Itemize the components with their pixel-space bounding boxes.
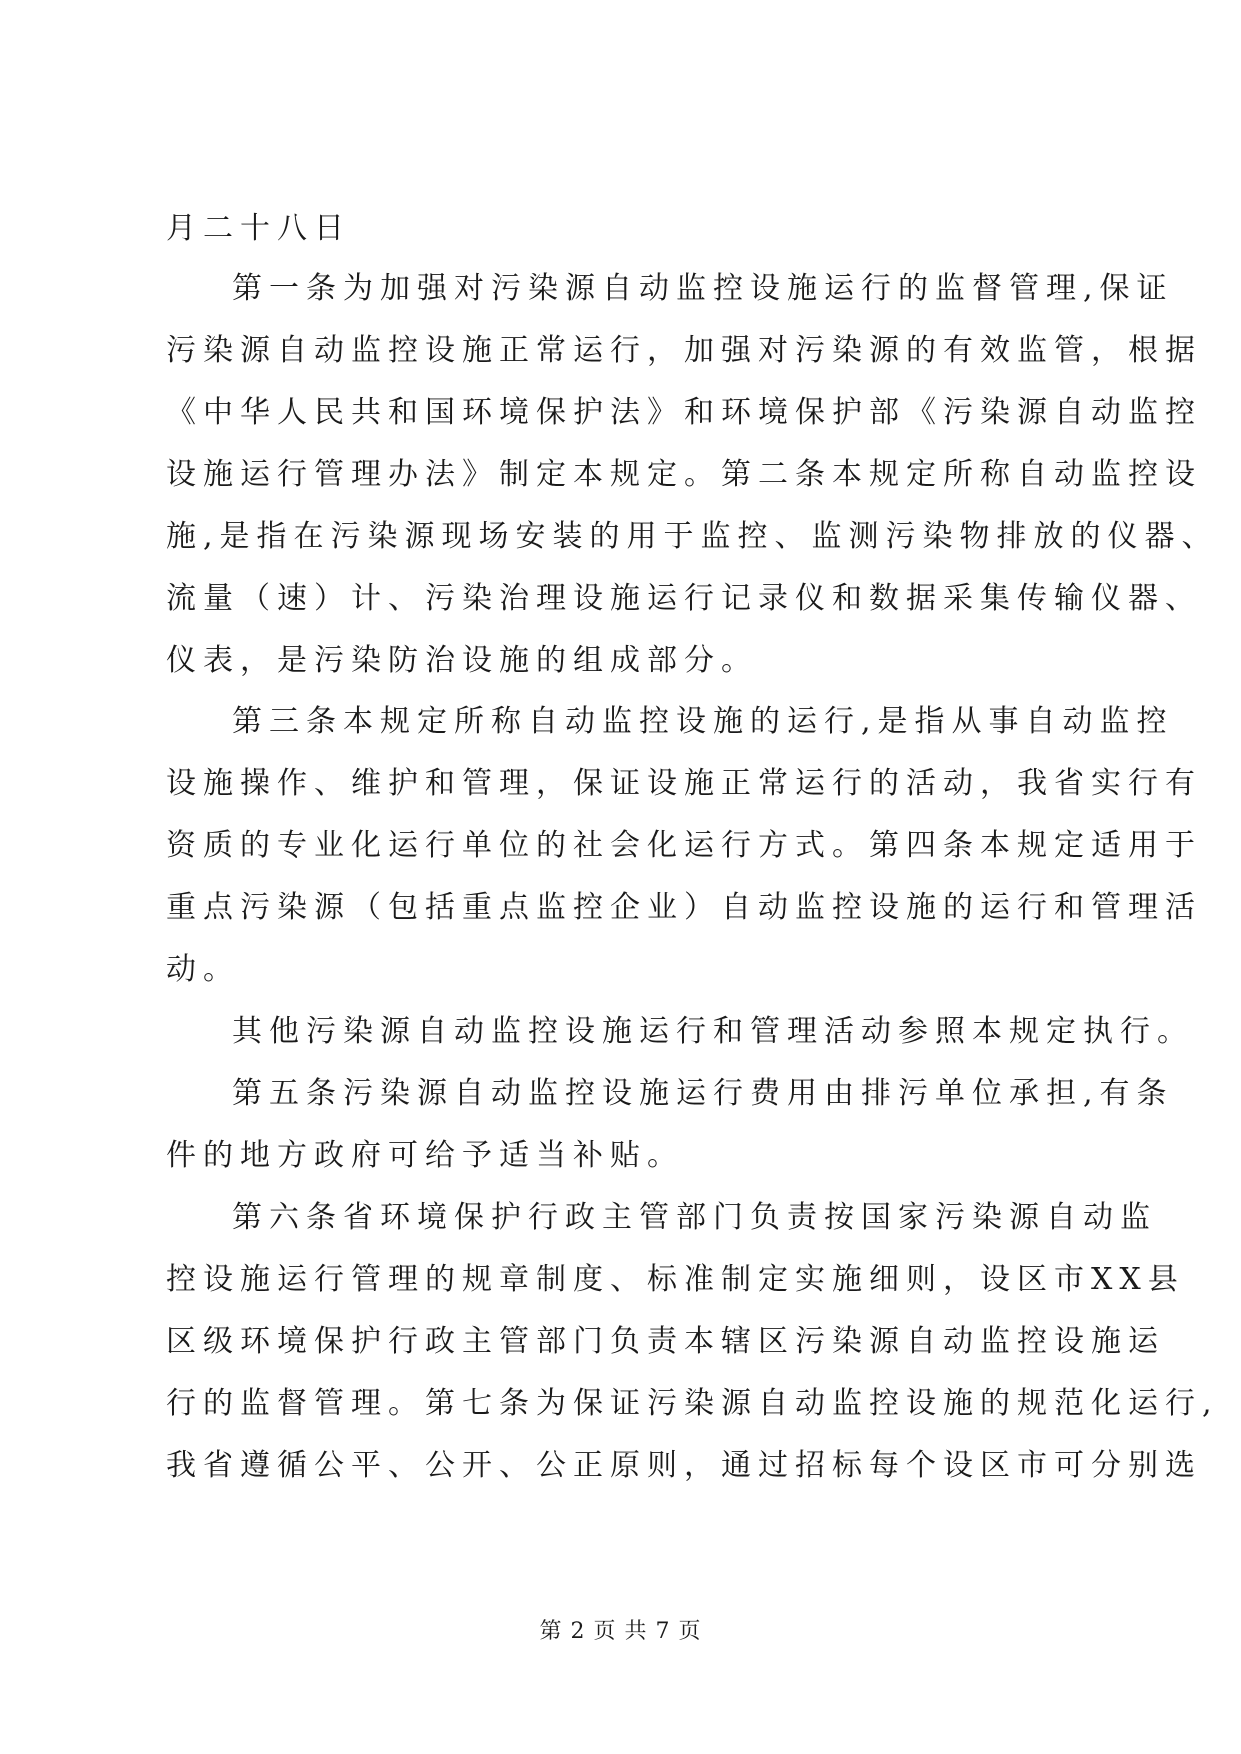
text-line-4: 《中华人民共和国环境保护法》和环境保护部《污染源自动监控 bbox=[166, 395, 1202, 430]
text-line-3: 污染源自动监控设施正常运行，加强对污染源的有效监管，根据 bbox=[166, 333, 1202, 368]
text-line-16: 件的地方政府可给予适当补贴。 bbox=[166, 1138, 684, 1173]
text-line-6: 施,是指在污染源现场安装的用于监控、监测污染物排放的仪器、 bbox=[166, 519, 1219, 554]
text-line-10: 设施操作、维护和管理，保证设施正常运行的活动，我省实行有 bbox=[166, 766, 1202, 801]
text-line-12: 重点污染源（包括重点监控企业）自动监控设施的运行和管理活 bbox=[166, 890, 1202, 925]
text-line-2: 第一条为加强对污染源自动监控设施运行的监督管理,保证 bbox=[232, 271, 1174, 306]
text-line-1: 月二十八日 bbox=[166, 211, 351, 246]
text-line-15: 第五条污染源自动监控设施运行费用由排污单位承担,有条 bbox=[232, 1076, 1174, 1111]
text-line-8: 仪表，是污染防治设施的组成部分。 bbox=[166, 643, 758, 678]
text-line-19: 区级环境保护行政主管部门负责本辖区污染源自动监控设施运 bbox=[166, 1324, 1165, 1359]
text-line-17: 第六条省环境保护行政主管部门负责按国家污染源自动监 bbox=[232, 1200, 1157, 1235]
page-number-footer: 第 2 页 共 7 页 bbox=[539, 1619, 702, 1644]
text-line-9: 第三条本规定所称自动监控设施的运行,是指从事自动监控 bbox=[232, 704, 1174, 739]
text-line-18: 控设施运行管理的规章制度、标准制定实施细则，设区市XX县 bbox=[166, 1262, 1185, 1297]
text-line-21: 我省遵循公平、公开、公正原则，通过招标每个设区市可分别选 bbox=[166, 1448, 1202, 1483]
text-line-20: 行的监督管理。第七条为保证污染源自动监控设施的规范化运行, bbox=[166, 1386, 1219, 1421]
text-line-5: 设施运行管理办法》制定本规定。第二条本规定所称自动监控设 bbox=[166, 457, 1202, 492]
text-line-13: 动。 bbox=[166, 952, 240, 987]
text-line-7: 流量（速）计、污染治理设施运行记录仪和数据采集传输仪器、 bbox=[166, 581, 1202, 616]
text-line-14: 其他污染源自动监控设施运行和管理活动参照本规定执行。 bbox=[232, 1014, 1194, 1049]
text-line-11: 资质的专业化运行单位的社会化运行方式。第四条本规定适用于 bbox=[166, 828, 1202, 863]
